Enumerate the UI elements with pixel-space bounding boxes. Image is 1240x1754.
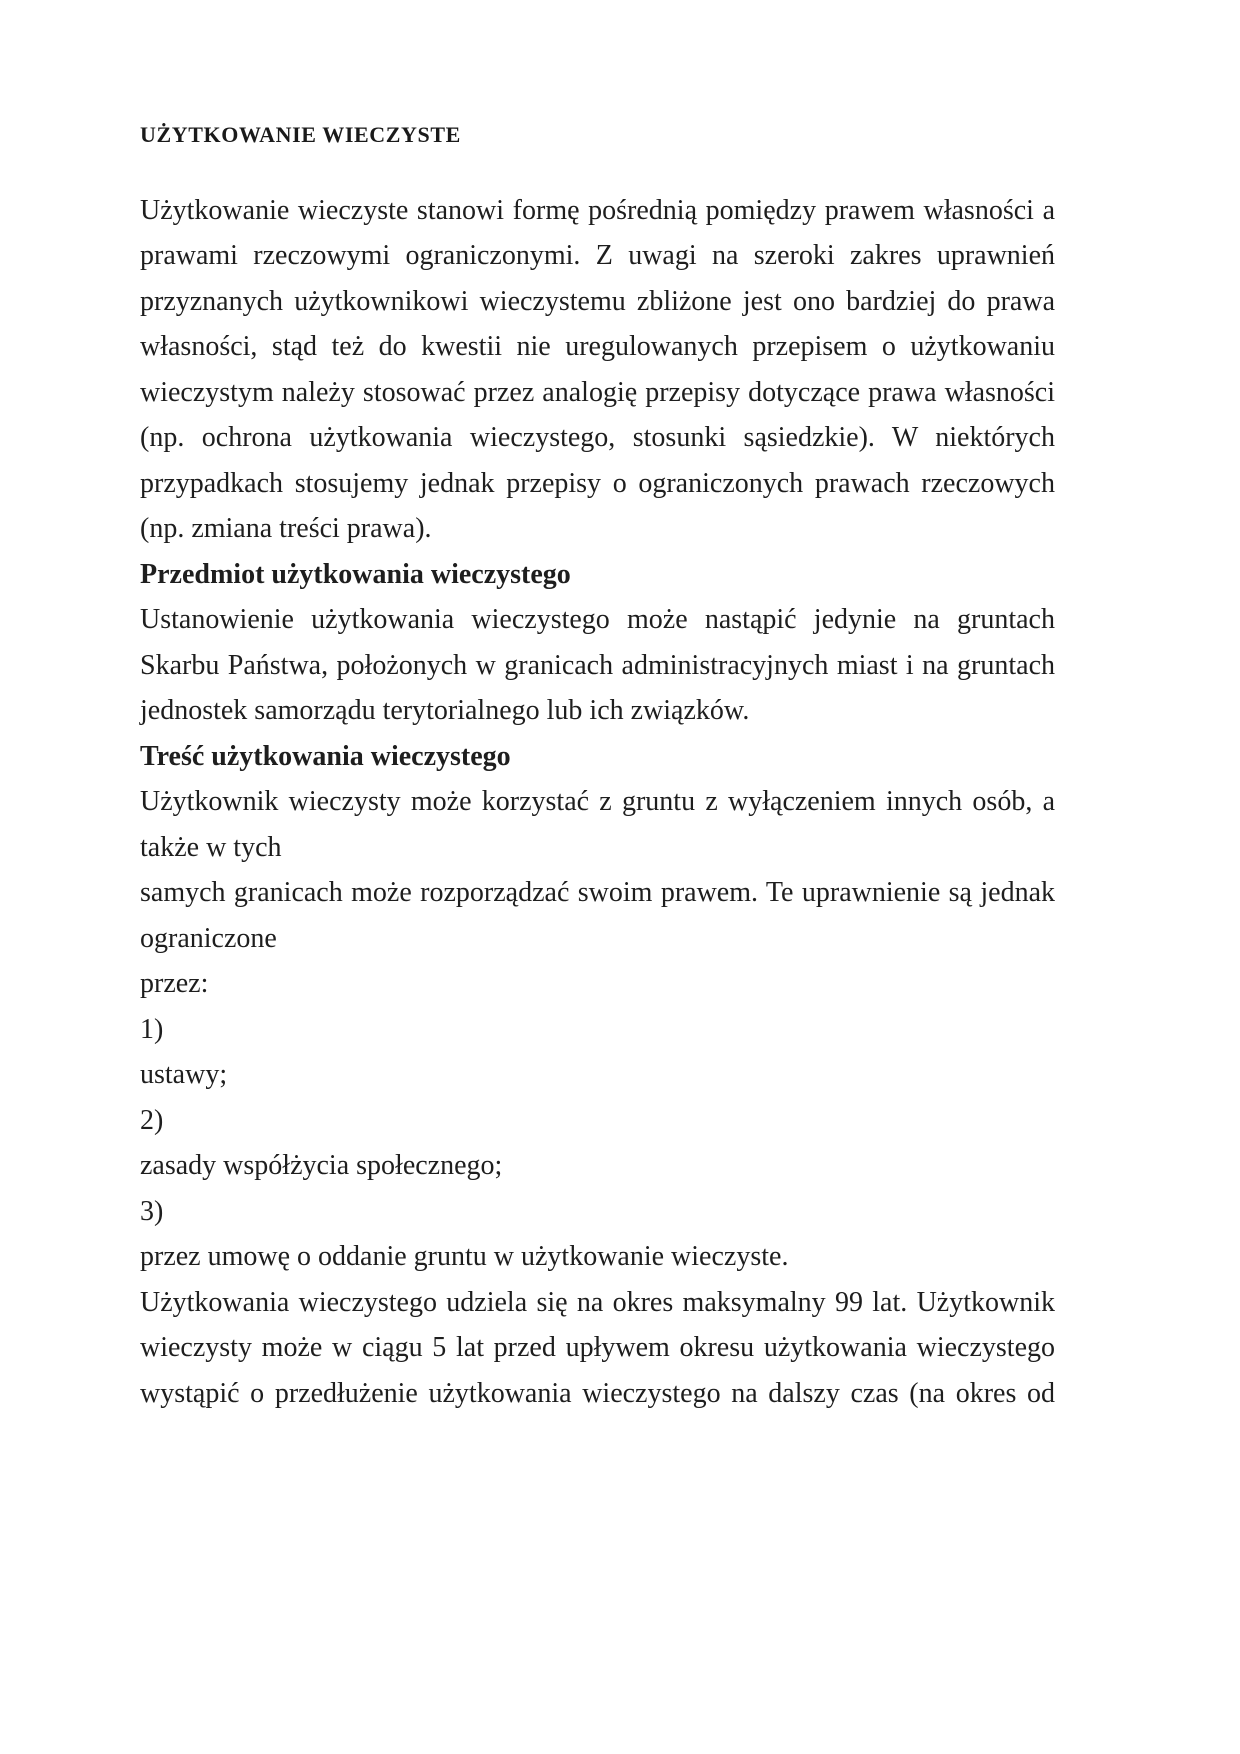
list-item-1: ustawy; — [140, 1059, 228, 1090]
list-intro-line: przez: — [140, 968, 209, 999]
list-number-2: 2) — [140, 1104, 164, 1136]
closing-paragraph-cutoff: Użytkowania wieczystego udziela się na okres maksymalny 99 lat. Użytkownik wieczysty może w ciągu 5 lat przed upływem okresu użytkowania wieczystego wystąpić o przedłużenie użytkowania wieczystego na dalszy czas (na okres od — [140, 1286, 1055, 1409]
section-heading-przedmiot: Przedmiot użytkowania wieczystego — [140, 558, 571, 590]
section-heading-tresc: Treść użytkowania wieczystego — [140, 740, 511, 772]
list-number-1: 1) — [140, 1013, 164, 1045]
list-number-3: 3) — [140, 1195, 164, 1227]
list-item-2: zasady współżycia społecznego; — [140, 1150, 503, 1181]
paragraph-tresc-line-1: Użytkownik wieczysty może korzystać z gruntu z wyłączeniem innych osób, a także w tych — [140, 786, 1055, 863]
paragraph-tresc-line-2: samych granicach może rozporządzać swoim prawem. Te uprawnienie są jednak ograniczone — [140, 877, 1055, 954]
intro-paragraph: Użytkowanie wieczyste stanowi formę pośrednią pomiędzy prawem własności a prawami rzeczowymi ograniczonymi. Z uwagi na szeroki zakres uprawnień przyznanych użytkownikowi wieczystemu zbliżone jest ono bardziej do prawa własności, stąd też do kwestii nie uregulowanych przepisem o użytkowaniu wieczystym należy stosować przez analogię przepisy dotyczące prawa własności (np. ochrona użytkowania wieczystego, stosunki sąsiedzkie). W niektórych przypadkach stosujemy jednak przepisy o ograniczonych prawach rzeczowych (np. zmiana treści prawa). — [140, 194, 1055, 544]
document-title: UŻYTKOWANIE WIECZYSTE — [140, 122, 461, 147]
paragraph-przedmiot: Ustanowienie użytkowania wieczystego może nastąpić jedynie na gruntach Skarbu Państwa, położonych w granicach administracyjnych miast i na gruntach jednostek samorządu terytorialnego lub ich związków. — [140, 604, 1055, 726]
list-item-3: przez umowę o oddanie gruntu w użytkowanie wieczyste. — [140, 1241, 789, 1272]
